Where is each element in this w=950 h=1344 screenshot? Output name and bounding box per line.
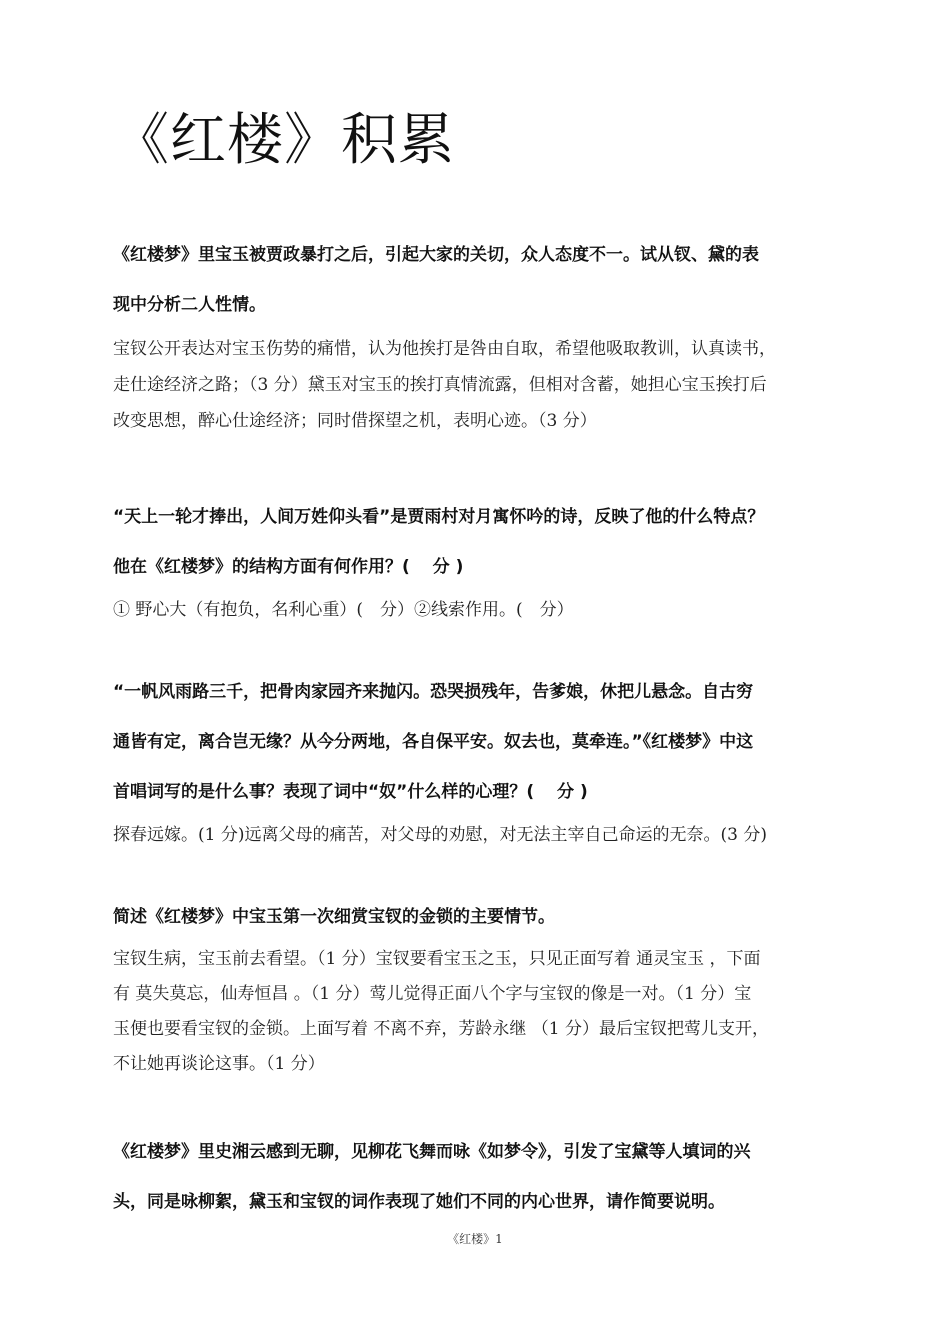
- answer-line: ① 野心大（有抱负，名利心重）( 分）②线索作用。( 分）: [113, 600, 574, 620]
- question-line: 《红楼梦》里宝玉被贾政暴打之后，引起大家的关切，众人态度不一。试从钗、黛的表: [113, 245, 759, 265]
- question-line: 通皆有定，离合岂无缘？从今分两地，各自保平安。奴去也，莫牵连。”《红楼梦》中这: [113, 732, 754, 752]
- answer-line: 宝钗生病，宝玉前去看望。（1 分）宝钗要看宝玉之玉，只见正面写着 通灵宝玉 ，下面: [113, 949, 761, 969]
- answer-line: 玉便也要看宝钗的金锁。上面写着 不离不弃，芳龄永继 （1 分）最后宝钗把莺儿支开，: [113, 1019, 770, 1039]
- answer-line: 宝钗公开表达对宝玉伤势的痛惜，认为他挨打是咎由自取，希望他吸取教训，认真读书，: [113, 339, 776, 359]
- page-footer: 《红楼》1: [447, 1232, 503, 1246]
- question-line: “天上一轮才捧出，人间万姓仰头看”是贾雨村对月寓怀吟的诗，反映了他的什么特点？: [113, 507, 765, 527]
- answer-line: 改变思想，醉心仕途经济；同时借探望之机，表明心迹。（3 分）: [113, 411, 597, 431]
- question-line: 他在《红楼梦》的结构方面有何作用？( 分 ): [113, 557, 464, 577]
- question-line: “一帆风雨路三千，把骨肉家园齐来抛闪。恐哭损残年，告爹娘，休把儿悬念。自古穷: [113, 682, 754, 702]
- question-line: 现中分析二人性情。: [113, 295, 266, 315]
- answer-line: 探春远嫁。(1 分)远离父母的痛苦，对父母的劝慰，对无法主宰自己命运的无奈。(3 分): [113, 825, 767, 845]
- question-line: 《红楼梦》里史湘云感到无聊，见柳花飞舞而咏《如梦令》，引发了宝黛等人填词的兴: [113, 1142, 751, 1162]
- question-line: 首唱词写的是什么事？表现了词中“奴”什么样的心理？( 分 ): [113, 782, 588, 802]
- question-line: 简述《红楼梦》中宝玉第一次细赏宝钗的金锁的主要情节。: [113, 907, 555, 927]
- answer-line: 不让她再谈论这事。（1 分）: [113, 1054, 325, 1074]
- document-title: 《红楼》积累: [113, 108, 455, 173]
- answer-line: 有 莫失莫忘，仙寿恒昌 。（1 分）莺儿觉得正面八个字与宝钗的像是一对。（1 分）宝: [113, 984, 752, 1004]
- question-line: 头，同是咏柳絮，黛玉和宝钗的词作表现了她们不同的内心世界，请作简要说明。: [113, 1192, 725, 1212]
- answer-line: 走仕途经济之路；（3 分）黛玉对宝玉的挨打真情流露，但相对含蓄，她担心宝玉挨打后: [113, 375, 767, 395]
